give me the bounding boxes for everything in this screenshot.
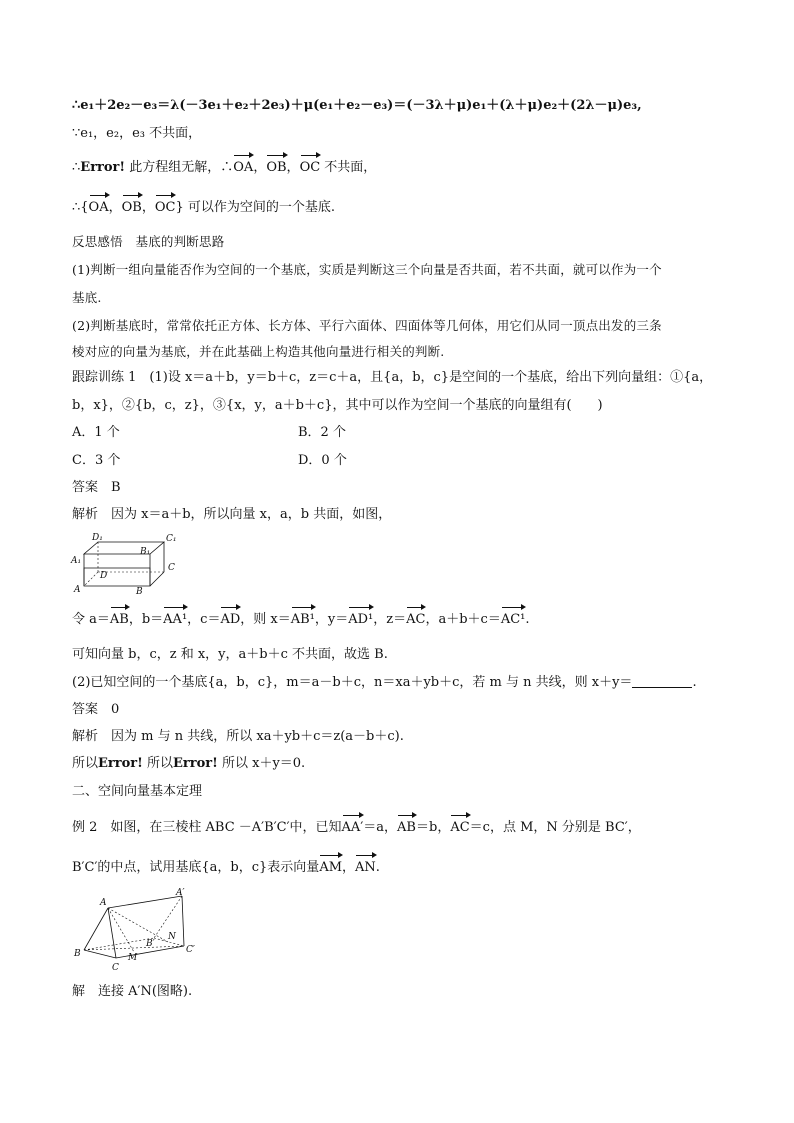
label-c1: C₁	[166, 534, 177, 544]
exercise-1-part-2: (2)已知空间的一个基底{a，b，c}，m＝a－b＋c，n＝xa＋yb＋c，若 m 与 n 共线，则 x＋y＝ .	[72, 675, 697, 690]
error-marker: Error!	[98, 756, 143, 771]
label-n: N	[168, 932, 176, 942]
reflection-point-2: (2)判断基底时，常常依托正方体、长方体、平行六面体、四面体等几何体，用它们从同一顶点出发的三条	[72, 318, 662, 333]
example-2-question-cont: B′C′的中点，试用基底{a，b，c}表示向量AM，AN.	[72, 858, 746, 878]
vector-ac: AC	[450, 818, 469, 838]
conclusion-line: 可知向量 b，c，z 和 x，y，a＋b＋c 不共面，故选 B.	[72, 647, 388, 662]
vector-assignment-line: 令 a＝AB，b＝AA¹，c＝AD，则 x＝AB¹，y＝AD¹，z＝AC，a＋b＋c＝AC¹.	[72, 610, 746, 630]
vector-oa: OA	[89, 198, 109, 218]
reflection-heading: 反思感悟 基底的判断思路	[72, 234, 225, 249]
label-a-prime: A′	[176, 888, 185, 898]
vector-ac: AC	[406, 610, 425, 630]
option-c: C．3 个	[72, 453, 121, 468]
vector-aa-prime: AA′	[342, 818, 364, 838]
vector-am: AM	[319, 858, 342, 878]
noncoplanar-statement: ∵e₁，e₂，e₃ 不共面，	[72, 126, 202, 141]
label-b-prime: B′	[146, 939, 155, 949]
vector-an: AN	[355, 858, 376, 878]
label-c: C	[168, 563, 175, 573]
label-c: C	[112, 963, 119, 973]
label-d1: D₁	[92, 533, 103, 543]
answer-2: 答案 0	[72, 702, 120, 717]
label-b1: B₁	[140, 547, 151, 557]
section-heading: 二、空间向量基本定理	[72, 784, 203, 799]
equation-line: ∴e₁＋2e₂－e₃＝λ(－3e₁＋e₂＋2e₃)＋μ(e₁＋e₂－e₃)＝(－3λ＋μ)e₁＋(λ＋μ)e₂＋(2λ－μ)e₃,	[72, 98, 642, 113]
vector-ab: AB	[397, 818, 416, 838]
option-a: A．1 个	[72, 425, 120, 440]
vector-ob: OB	[122, 198, 142, 218]
error-marker: Error!	[80, 160, 126, 175]
exercise-1-question-cont: b，x}，②{b，c，z}，③{x，y，a＋b＋c}，其中可以作为空间一个基底的向量组有( )	[72, 398, 603, 413]
label-b: B	[136, 587, 143, 597]
vector-oc: OC	[300, 158, 321, 178]
option-b: B．2 个	[298, 425, 346, 440]
label-c-prime: C′	[186, 945, 195, 955]
vector-oa: OA	[233, 158, 253, 178]
error-marker: Error!	[173, 756, 218, 771]
label-a1: A₁	[71, 556, 82, 566]
solution-2-cont: 所以Error! 所以Error! 所以 x＋y＝0.	[72, 756, 306, 771]
basis-conclusion: ∴{OA，OB，OC} 可以作为空间的一个基底.	[72, 198, 746, 218]
vector-ab1: AB¹	[291, 610, 315, 630]
vector-oc: OC	[155, 198, 176, 218]
label-a: A	[74, 585, 81, 595]
vector-aa1: AA¹	[163, 610, 187, 630]
solution-1: 解析 因为 x＝a＋b，所以向量 x，a，b 共面，如图，	[72, 507, 392, 522]
label-d: D	[100, 571, 108, 581]
answer-1: 答案 B	[72, 480, 121, 495]
option-d: D．0 个	[298, 453, 347, 468]
solution-2: 解析 因为 m 与 n 共线，所以 xa＋yb＋c＝z(a－b＋c).	[72, 729, 404, 744]
reflection-point-1: (1)判断一组向量能否作为空间的一个基底，实质是判断这三个向量是否共面，若不共面，就可以作为一个	[72, 262, 662, 277]
solution-3: 解 连接 A′N(图略).	[72, 984, 193, 999]
no-solution-line: ∴Error! 此方程组无解，∴OA，OB，OC 不共面，	[72, 158, 746, 178]
prism-figure	[72, 888, 212, 974]
cuboid-figure	[70, 532, 190, 596]
vector-ad1: AD¹	[348, 610, 373, 630]
answer-blank	[632, 673, 692, 688]
label-b: B	[74, 949, 81, 959]
exercise-1-question: 跟踪训练 1 (1)设 x＝a＋b，y＝b＋c，z＝c＋a，且{a，b，c}是空间的一个基底，给出下列向量组：①{a，	[72, 370, 713, 385]
vector-ob: OB	[266, 158, 286, 178]
reflection-point-1-cont: 基底.	[72, 290, 102, 305]
vector-ab: AB	[110, 610, 129, 630]
example-2-question: 例 2 如图，在三棱柱 ABC －A′B′C′中，已知AA′＝a，AB＝b，AC＝c，点 M，N 分别是 BC′，	[72, 818, 746, 838]
vector-ac1: AC¹	[501, 610, 526, 630]
reflection-point-2-cont: 棱对应的向量为基底，并在此基础上构造其他向量进行相关的判断.	[72, 344, 445, 359]
vector-ad: AD	[220, 610, 240, 630]
label-a: A	[100, 898, 107, 908]
label-m: M	[128, 953, 138, 963]
